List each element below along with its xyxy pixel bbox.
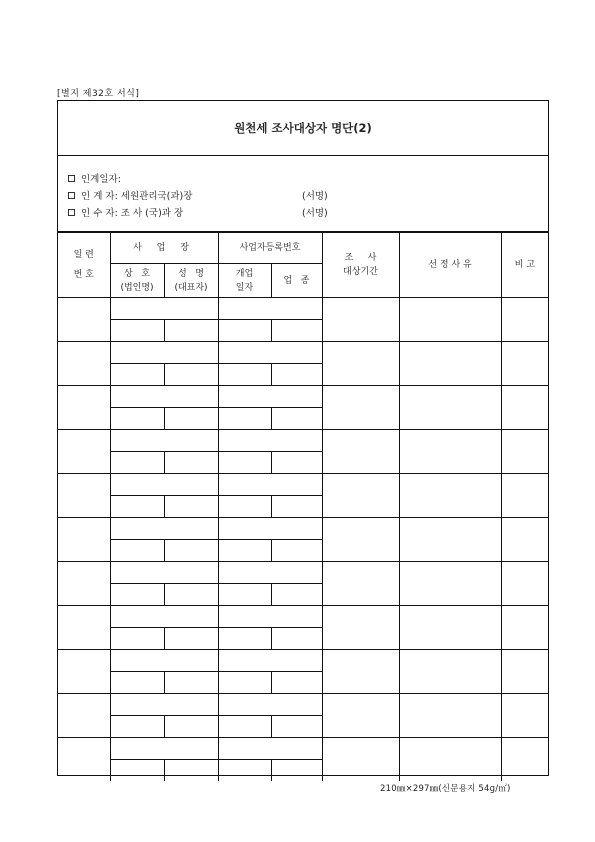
remarks-cell[interactable] xyxy=(501,562,548,606)
rep-name-cell[interactable] xyxy=(164,364,218,386)
serial-cell[interactable] xyxy=(58,694,110,738)
regno-cell[interactable] xyxy=(218,694,322,716)
business-cell[interactable] xyxy=(110,430,218,452)
trade-name-cell[interactable] xyxy=(110,320,164,342)
checkbox-icon xyxy=(68,192,75,199)
serial-cell[interactable] xyxy=(58,606,110,650)
col-period-line2: 대상기간 xyxy=(343,267,378,277)
industry-cell[interactable] xyxy=(271,628,322,650)
table-row xyxy=(58,562,548,584)
col-period-line1: 조 사 xyxy=(344,253,377,263)
reason-cell[interactable] xyxy=(399,342,501,386)
trade-name-cell[interactable] xyxy=(110,628,164,650)
serial-cell[interactable] xyxy=(58,386,110,430)
regno-cell[interactable] xyxy=(218,298,322,320)
business-cell[interactable] xyxy=(110,562,218,584)
regno-cell[interactable] xyxy=(218,562,322,584)
opening-date-cell[interactable] xyxy=(218,760,271,782)
business-cell[interactable] xyxy=(110,650,218,672)
period-cell[interactable] xyxy=(322,298,399,342)
period-cell[interactable] xyxy=(322,650,399,694)
form-number: [별지 제32호 서식] xyxy=(57,89,140,99)
period-cell[interactable] xyxy=(322,518,399,562)
regno-cell[interactable] xyxy=(218,606,322,628)
serial-cell[interactable] xyxy=(58,562,110,606)
remarks-cell[interactable] xyxy=(501,650,548,694)
reason-cell[interactable] xyxy=(399,430,501,474)
table-row xyxy=(58,650,548,672)
rep-name-cell[interactable] xyxy=(164,672,218,694)
opening-date-cell[interactable] xyxy=(218,628,271,650)
col-opening-header xyxy=(218,264,271,298)
rep-name-cell[interactable] xyxy=(164,320,218,342)
col-regno-header: 사업자등록번호 xyxy=(218,233,322,264)
industry-cell[interactable] xyxy=(271,496,322,518)
trade-name-cell[interactable] xyxy=(110,584,164,606)
reason-cell[interactable] xyxy=(399,298,501,342)
business-cell[interactable] xyxy=(110,386,218,408)
rep-name-cell[interactable] xyxy=(164,408,218,430)
serial-cell[interactable] xyxy=(58,650,110,694)
rep-name-cell[interactable] xyxy=(164,452,218,474)
serial-cell[interactable] xyxy=(58,474,110,518)
checkbox-icon xyxy=(68,175,75,182)
col-industry-header: 업 종 xyxy=(271,264,322,298)
rep-name-cell[interactable] xyxy=(164,716,218,738)
reason-cell[interactable] xyxy=(399,650,501,694)
regno-cell[interactable] xyxy=(218,430,322,452)
industry-cell[interactable] xyxy=(271,584,322,606)
reason-cell[interactable] xyxy=(399,738,501,782)
handover-date-line xyxy=(68,171,121,185)
table-row xyxy=(58,386,548,408)
col-reason-header: 선 정 사 유 xyxy=(399,233,501,298)
table-row xyxy=(58,342,548,364)
trade-name-cell[interactable] xyxy=(110,760,164,782)
industry-cell[interactable] xyxy=(271,716,322,738)
regno-cell[interactable] xyxy=(218,738,322,760)
period-cell[interactable] xyxy=(322,386,399,430)
trade-name-cell[interactable] xyxy=(110,364,164,386)
opening-date-cell[interactable] xyxy=(218,716,271,738)
handover-info xyxy=(58,156,548,232)
remarks-cell[interactable] xyxy=(501,474,548,518)
target-list-table xyxy=(58,232,548,781)
industry-cell[interactable] xyxy=(271,672,322,694)
rep-name-cell[interactable] xyxy=(164,628,218,650)
giver-line xyxy=(68,188,538,202)
business-cell[interactable] xyxy=(110,518,218,540)
period-cell[interactable] xyxy=(322,430,399,474)
col-trade-line2: (법인명) xyxy=(120,282,154,293)
serial-cell[interactable] xyxy=(58,738,110,782)
reason-cell[interactable] xyxy=(399,474,501,518)
remarks-cell[interactable] xyxy=(501,342,548,386)
serial-cell[interactable] xyxy=(58,342,110,386)
period-cell[interactable] xyxy=(322,342,399,386)
reason-cell[interactable] xyxy=(399,562,501,606)
table-row xyxy=(58,738,548,760)
col-opening-line1: 개업 xyxy=(235,268,254,279)
remarks-cell[interactable] xyxy=(501,298,548,342)
regno-cell[interactable] xyxy=(218,650,322,672)
regno-cell[interactable] xyxy=(218,386,322,408)
col-remarks-header: 비 고 xyxy=(501,233,548,298)
period-cell[interactable] xyxy=(322,562,399,606)
business-cell[interactable] xyxy=(110,738,218,760)
regno-cell[interactable] xyxy=(218,518,322,540)
receiver-label: 인 수 자: 조 사 (국)과 장 xyxy=(81,208,184,219)
col-trade-line1: 상 호 xyxy=(124,268,150,279)
opening-date-cell[interactable] xyxy=(218,584,271,606)
receiver-line xyxy=(68,205,538,219)
rep-name-cell[interactable] xyxy=(164,760,218,782)
period-cell[interactable] xyxy=(322,738,399,782)
remarks-cell[interactable] xyxy=(501,738,548,782)
receiver-sign: (서명) xyxy=(302,208,328,219)
trade-name-cell[interactable] xyxy=(110,408,164,430)
opening-date-cell[interactable] xyxy=(218,408,271,430)
serial-cell[interactable] xyxy=(58,518,110,562)
table-row xyxy=(58,298,548,320)
col-opening-line2: 일자 xyxy=(235,282,254,293)
col-name-line1: 성 명 xyxy=(178,268,204,279)
regno-cell[interactable] xyxy=(218,342,322,364)
form-box xyxy=(57,100,549,776)
regno-cell[interactable] xyxy=(218,474,322,496)
business-cell[interactable] xyxy=(110,474,218,496)
col-business-header: 사 업 장 xyxy=(110,233,218,264)
col-serial-line2: 번 호 xyxy=(73,270,94,280)
col-name-header xyxy=(164,264,218,298)
reason-cell[interactable] xyxy=(399,386,501,430)
opening-date-cell[interactable] xyxy=(218,672,271,694)
table-row xyxy=(58,694,548,716)
form-title: 원천세 조사대상자 명단(2) xyxy=(58,101,548,156)
industry-cell[interactable] xyxy=(271,760,322,782)
industry-cell[interactable] xyxy=(271,408,322,430)
col-serial-header xyxy=(58,233,110,298)
reason-cell[interactable] xyxy=(399,694,501,738)
table-row xyxy=(58,606,548,628)
giver-sign: (서명) xyxy=(302,191,328,202)
trade-name-cell[interactable] xyxy=(110,496,164,518)
remarks-cell[interactable] xyxy=(501,386,548,430)
table-row xyxy=(58,518,548,540)
opening-date-cell[interactable] xyxy=(218,364,271,386)
table-row xyxy=(58,474,548,496)
trade-name-cell[interactable] xyxy=(110,540,164,562)
period-cell[interactable] xyxy=(322,694,399,738)
trade-name-cell[interactable] xyxy=(110,452,164,474)
reason-cell[interactable] xyxy=(399,518,501,562)
col-serial-line1: 일 련 xyxy=(73,250,94,260)
opening-date-cell[interactable] xyxy=(218,496,271,518)
trade-name-cell[interactable] xyxy=(110,672,164,694)
remarks-cell[interactable] xyxy=(501,606,548,650)
rep-name-cell[interactable] xyxy=(164,584,218,606)
handover-date-label: 인계일자: xyxy=(81,174,121,185)
serial-cell[interactable] xyxy=(58,430,110,474)
industry-cell[interactable] xyxy=(271,452,322,474)
trade-name-cell[interactable] xyxy=(110,716,164,738)
rep-name-cell[interactable] xyxy=(164,496,218,518)
col-trade-header xyxy=(110,264,164,298)
reason-cell[interactable] xyxy=(399,606,501,650)
opening-date-cell[interactable] xyxy=(218,452,271,474)
table-row xyxy=(58,430,548,452)
period-cell[interactable] xyxy=(322,474,399,518)
giver-label: 인 계 자: 세원관리국(과)장 xyxy=(81,191,193,202)
business-cell[interactable] xyxy=(110,298,218,320)
opening-date-cell[interactable] xyxy=(218,540,271,562)
remarks-cell[interactable] xyxy=(501,694,548,738)
remarks-cell[interactable] xyxy=(501,430,548,474)
serial-cell[interactable] xyxy=(58,298,110,342)
business-cell[interactable] xyxy=(110,342,218,364)
remarks-cell[interactable] xyxy=(501,518,548,562)
business-cell[interactable] xyxy=(110,694,218,716)
col-period-header xyxy=(322,233,399,298)
business-cell[interactable] xyxy=(110,606,218,628)
opening-date-cell[interactable] xyxy=(218,320,271,342)
period-cell[interactable] xyxy=(322,606,399,650)
col-name-line2: (대표자) xyxy=(174,282,208,293)
rep-name-cell[interactable] xyxy=(164,540,218,562)
industry-cell[interactable] xyxy=(271,364,322,386)
industry-cell[interactable] xyxy=(271,320,322,342)
paper-spec: 210㎜×297㎜(신문용지 54g/㎡) xyxy=(380,784,511,794)
industry-cell[interactable] xyxy=(271,540,322,562)
checkbox-icon xyxy=(68,209,75,216)
